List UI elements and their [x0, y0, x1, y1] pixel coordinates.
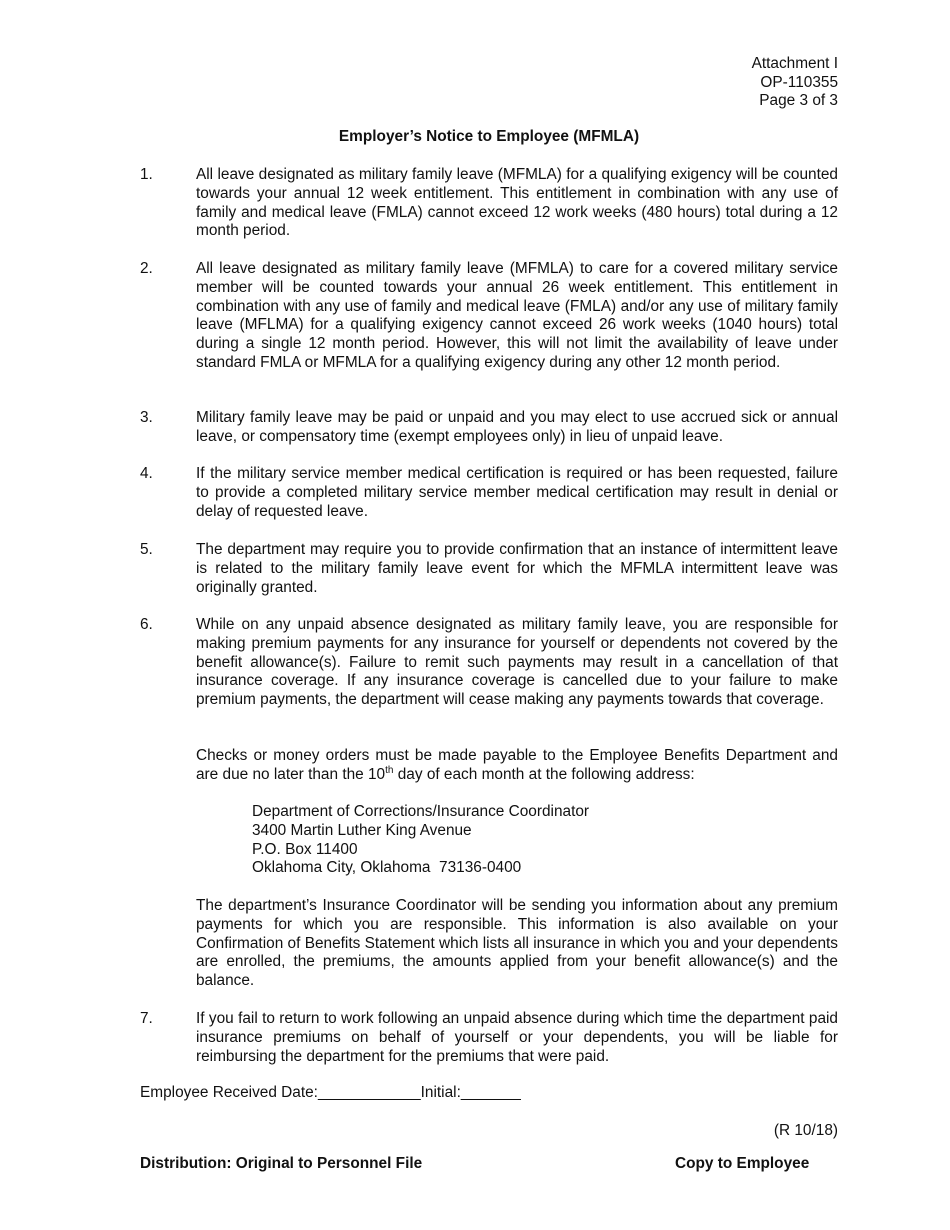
item-number: 7. [140, 1010, 153, 1027]
distribution-copy: Copy to Employee [675, 1155, 810, 1172]
list-item-7 [140, 1010, 838, 1066]
item-text: All leave designated as military family leave (MFMLA) for a qualifying exigency will be counted towards your annual 12 week entitlement. This entitlement in combination with any use of family and medical leave (FMLA) cannot exceed 12 work weeks (480 hours) total during a 12 month period. [196, 166, 838, 240]
page-number: Page 3 of 3 [759, 92, 838, 109]
item-number: 1. [140, 166, 153, 183]
item-text: Military family leave may be paid or unpaid and you may elect to use accrued sick or annual leave, or compensatory time (exempt employees only) in lieu of unpaid leave. [196, 409, 838, 445]
item-number: 3. [140, 409, 153, 426]
item-number: 6. [140, 616, 153, 633]
item-number: 4. [140, 465, 153, 482]
item-text: While on any unpaid absence designated as military family leave, you are responsible for making premium payments for any insurance for yourself or dependents not covered by the benefit allowance(s). Failure to remit such payments may result in a cancellation of that insurance coverage. If any insurance coverage is cancelled due to your failure to make premium payments, the department will cease making any payments towards that coverage. [196, 616, 838, 709]
address-line-3: P.O. Box 11400 [252, 840, 358, 858]
item-number: 5. [140, 541, 153, 558]
checks-superscript: th [385, 764, 394, 776]
checks-text-after: day of each month at the following address: [393, 765, 695, 783]
address-line-4: Oklahoma City, Oklahoma 73136-0400 [252, 859, 522, 877]
address-line-2: 3400 Martin Luther King Avenue [252, 821, 472, 839]
distribution-original: Distribution: Original to Personnel File [140, 1155, 423, 1172]
page-title: Employer’s Notice to Employee (MFMLA) [338, 128, 640, 145]
revision-label: (R 10/18) [773, 1122, 838, 1139]
list-item-3 [140, 409, 838, 447]
coordinator-paragraph: The department’s Insurance Coordinator will be sending you information about any premium payments for which you are responsible. This information is also available on your Confirmation of Benefits Statement which lists all insurance in which you and your dependents are enrolled, the premiums, the amounts applied from your benefit allowance(s) and the balance. [196, 897, 838, 990]
item-text: If the military service member medical certification is required or has been requested, failure to provide a completed military service member medical certification may result in denial or delay of requested leave. [196, 465, 838, 520]
item-text: All leave designated as military family leave (MFMLA) to care for a covered military service member will be counted towards your annual 26 week entitlement. This entitlement in combination with any use of family and medical leave (FMLA) and/or any use of military family leave (MFLMA) for a qualifying exigency cannot exceed 26 work weeks (1040 hours) total during a single 12 month period. However, this will not limit the availability of leave under standard FMLA or MFMLA for a qualifying exigency during any other 12 month period. [196, 260, 838, 371]
checks-text-before: Checks or money orders must be made payable to the Employee Benefits Department and are due no later than the 10 [196, 747, 838, 783]
list-item-1 [140, 166, 838, 241]
checks-paragraph [196, 747, 838, 785]
list-item-6 [140, 616, 838, 710]
list-item-4 [140, 465, 838, 521]
item-number: 2. [140, 260, 153, 277]
attachment-label: Attachment I [751, 55, 838, 72]
header-block [752, 55, 838, 111]
list-item-5 [140, 541, 838, 597]
mailing-address [252, 803, 589, 878]
item-text: The department may require you to provide confirmation that an instance of intermittent leave is related to the military family leave event for which the MFMLA intermittent leave was originally granted. [196, 541, 838, 596]
form-number: OP-110355 [760, 73, 838, 91]
list-item-2 [140, 260, 838, 373]
address-line-1: Department of Corrections/Insurance Coordinator [252, 803, 590, 820]
item-text: If you fail to return to work following an unpaid absence during which time the department paid insurance premiums on behalf of yourself or your dependents, you will be liable for reimbursing the department for the premiums that were paid. [196, 1010, 838, 1065]
employee-received-line: Employee Received Date:____________Initial:_______ [140, 1084, 521, 1101]
